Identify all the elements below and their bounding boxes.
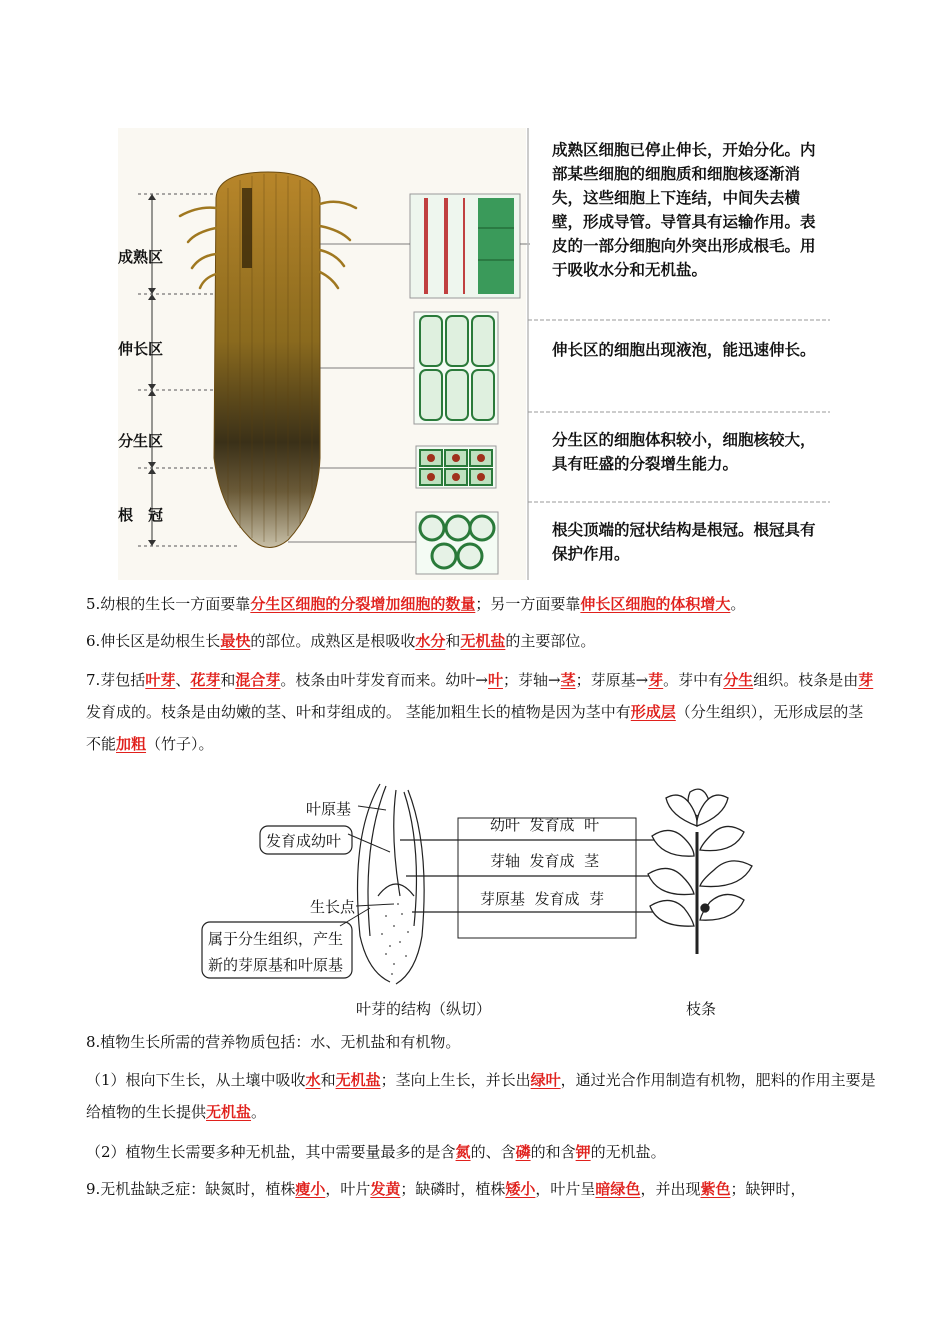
meristem-cells bbox=[416, 446, 496, 488]
box-meristem-line2: 新的芽原基和叶原基 bbox=[208, 956, 344, 974]
paragraph-8: 8.植物生长所需的营养物质包括：水、无机盐和有机物。 bbox=[86, 1033, 461, 1051]
paragraph-7: 7.芽包括叶芽、花芽和混合芽。枝条由叶芽发育而来。幼叶→叶；芽轴→茎；芽原基→芽。芽中有分生组织。枝条是由芽发育成的。枝条是由幼嫩的茎、叶和芽组成的。 茎能加粗生长的植物是因为茎中有形成层（分生组织），无形成层的茎不能加粗（竹子）。 bbox=[86, 671, 874, 753]
paragraph-8-2: （2）植物生长需要多种无机盐，其中需要量最多的是含氮的、含磷的和含钾的无机盐。 bbox=[86, 1143, 666, 1161]
root-tip-figure bbox=[118, 128, 830, 580]
arrow-label-bud-primordium: 芽原基 发育成 芽 bbox=[480, 890, 605, 908]
zone-label-mature: 成熟区 bbox=[118, 248, 164, 266]
desc-rootcap: 根尖顶端的冠状结构是根冠。根冠具有保护作用。 bbox=[552, 521, 816, 563]
caption-bud-structure: 叶芽的结构（纵切） bbox=[356, 1000, 492, 1018]
desc-meristem: 分生区的细胞体积较小，细胞核较大，具有旺盛的分裂增生能力。 bbox=[552, 431, 816, 473]
paragraph-6: 6.伸长区是幼根生长最快的部位。成熟区是根吸收水分和无机盐的主要部位。 bbox=[86, 632, 596, 650]
zone-label-rootcap: 根 冠 bbox=[118, 506, 164, 524]
shoot-illustration bbox=[648, 789, 752, 954]
arrow-label-young-leaf: 幼叶 发育成 叶 bbox=[490, 816, 600, 834]
elongation-cells bbox=[414, 312, 498, 424]
box-meristem-line1: 属于分生组织，产生 bbox=[208, 930, 344, 948]
desc-elongation: 伸长区的细胞出现液泡，能迅速伸长。 bbox=[552, 341, 816, 359]
label-leaf-primordium: 叶原基 bbox=[306, 800, 352, 818]
growth-point-dots bbox=[381, 903, 409, 975]
zone-label-elongation: 伸长区 bbox=[118, 340, 164, 358]
caption-shoot: 枝条 bbox=[686, 1000, 717, 1018]
arrow-label-bud-axis: 芽轴 发育成 茎 bbox=[490, 852, 600, 870]
paragraph-9: 9.无机盐缺乏症：缺氮时，植株瘦小，叶片发黄；缺磷时，植株矮小，叶片呈暗绿色，并出现紫色；缺钾时， bbox=[86, 1180, 806, 1198]
zone-label-meristem: 分生区 bbox=[118, 432, 164, 450]
label-growth-point: 生长点 bbox=[310, 898, 356, 916]
paragraph-5: 5.幼根的生长一方面要靠分生区细胞的分裂增加细胞的数量；另一方面要靠伸长区细胞的体积增大。 bbox=[86, 595, 746, 613]
paragraph-8-1: （1）根向下生长，从土壤中吸收水和无机盐；茎向上生长，并长出绿叶，通过光合作用制造有机物，肥料的作用主要是给植物的生长提供无机盐。 bbox=[86, 1071, 876, 1121]
leaf-bud-figure bbox=[200, 776, 760, 1026]
rootcap-cells bbox=[416, 512, 498, 574]
desc-mature: 成熟区细胞已停止伸长，开始分化。内部某些细胞的细胞质和细胞核逐渐消失，这些细胞上下连结，中间失去横壁，形成导管。导管具有运输作用。表皮的一部分细胞向外突出形成根毛。用于吸收水分和无机盐。 bbox=[552, 141, 816, 279]
mature-cells bbox=[410, 194, 520, 298]
box-develop-young-leaf: 发育成幼叶 bbox=[266, 832, 342, 850]
